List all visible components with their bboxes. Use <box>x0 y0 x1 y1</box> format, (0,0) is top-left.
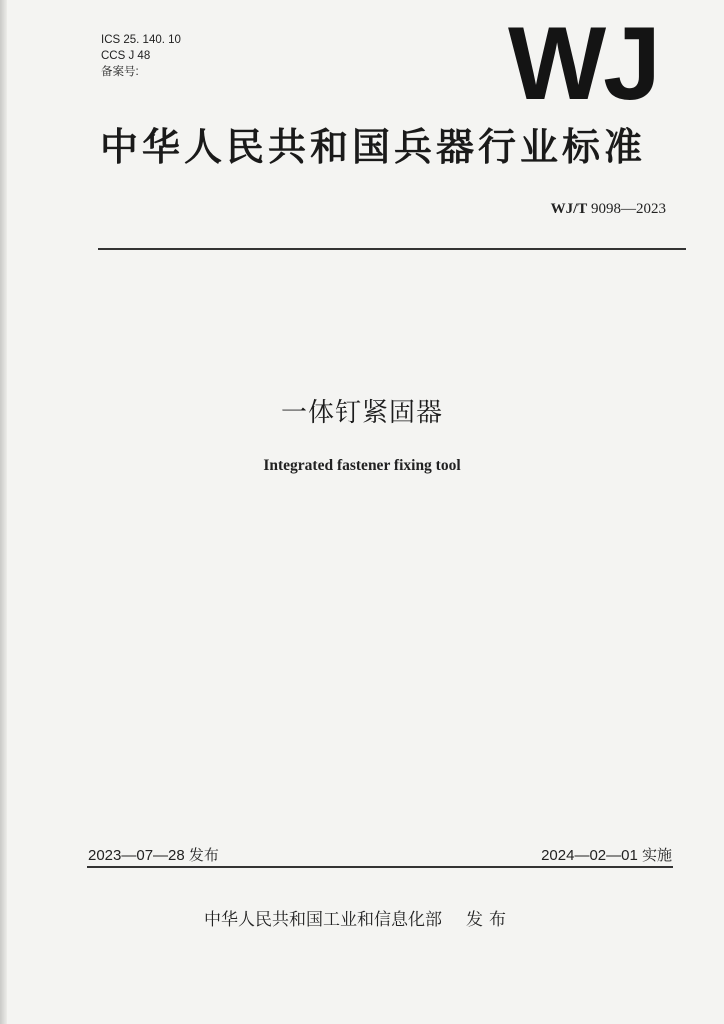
classification-codes <box>101 32 181 80</box>
top-divider <box>98 248 686 250</box>
document-title-zh: 一体钉紧固器 <box>280 398 443 428</box>
ics-code: ICS 25. 140. 10 <box>101 34 181 46</box>
issue-date: 2023—07—28 发布 <box>88 847 219 864</box>
standard-number <box>551 201 666 218</box>
wj-logo: WJ <box>508 6 658 122</box>
issuer-line <box>204 905 512 930</box>
scan-edge <box>0 0 7 1024</box>
record-number: 备案号: <box>101 66 139 78</box>
ccs-code: CCS J 48 <box>101 50 151 62</box>
issuer-name: 中华人民共和国工业和信息化部 <box>204 910 442 930</box>
bottom-divider <box>87 866 673 868</box>
standard-number-prefix: WJ/T <box>550 201 588 217</box>
document-title-en: Integrated fastener fixing tool <box>263 457 461 474</box>
standard-number-value: 9098—2023 <box>591 201 666 217</box>
issuer-action: 发布 <box>466 910 512 930</box>
standard-type-heading: 中华人民共和国兵器行业标准 <box>100 125 647 169</box>
effective-date: 2024—02—01 实施 <box>541 847 672 864</box>
